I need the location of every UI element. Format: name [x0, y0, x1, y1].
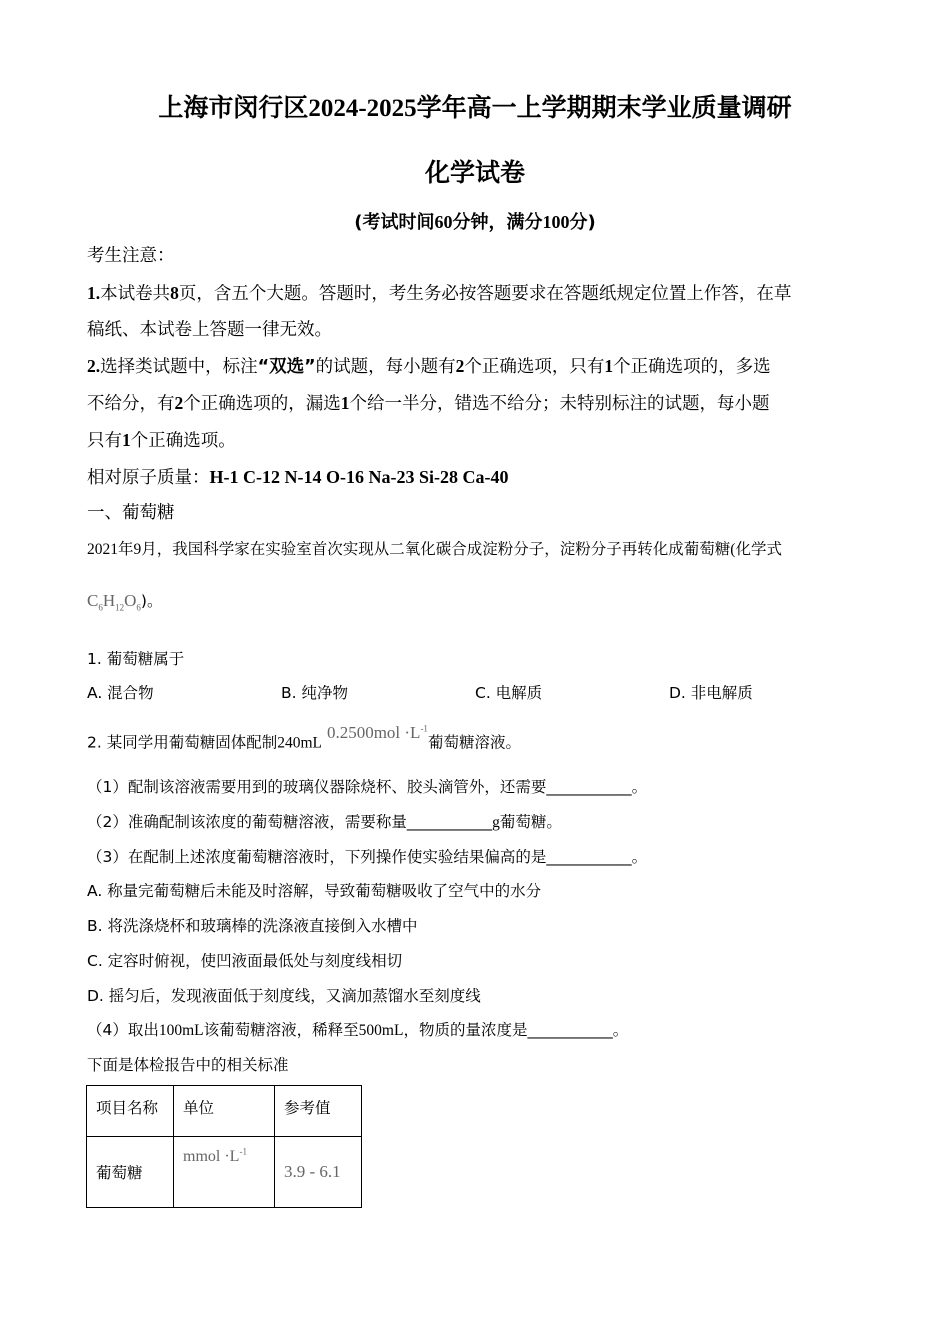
q2-option-b: B. 将洗涤烧杯和玻璃棒的洗涤液直接倒入水槽中 [87, 917, 418, 935]
q2-option-d: D. 摇匀后，发现液面低于刻度线，又滴加蒸馏水至刻度线 [87, 987, 481, 1005]
q2-option-a: A. 称量完葡萄糖后未能及时溶解，导致葡萄糖吸收了空气中的水分 [87, 882, 542, 900]
atomic-masses: 相对原子质量：H-1 C-12 N-14 O-16 Na-23 Si-28 Ca-40 [87, 467, 509, 488]
notice-2-cont1: 不给分，有2个正确选项的，漏选1个给一半分，错选不给分；未特别标注的试题，每小题 [87, 393, 770, 414]
notice-2-cont2: 只有1个正确选项。 [87, 430, 236, 451]
q1-stem: 1. 葡萄糖属于 [87, 650, 185, 668]
q1-option-d: D. 非电解质 [669, 684, 753, 702]
q1-option-a: A. 混合物 [87, 684, 154, 702]
q2-sub4: （4）取出100mL该葡萄糖溶液，稀释至500mL，物质的量浓度是___________。 [87, 1021, 629, 1039]
reference-table [86, 1085, 362, 1208]
q1-option-c: C. 电解质 [475, 684, 543, 702]
q2-sub2: （2）准确配制该浓度的葡萄糖溶液，需要称量___________g葡萄糖。 [87, 813, 562, 831]
notice-1-cont: 稿纸、本试卷上答题一律无效。 [87, 320, 332, 340]
table-intro: 下面是体检报告中的相关标准 [87, 1056, 289, 1074]
exam-title: 上海市闵行区2024-2025学年高一上学期期末学业质量调研 [158, 93, 792, 122]
table-cell-unit: mmol $\cdot L^{-1}$ [174, 1137, 275, 1208]
notice-2: 2.选择类试题中，标注“双选”的试题，每小题有2个正确选项，只有1个正确选项的，多选 [87, 356, 771, 377]
q2-concentration: $0.2500mol \cdot L^{-1}$ [326, 722, 428, 742]
section-1-heading: 一、葡萄糖 [87, 503, 175, 523]
exam-subtitle: 化学试卷 [424, 158, 525, 187]
table-header-row [87, 1086, 362, 1137]
glucose-formula-line: $C_6H_{12}O_6$)。 [87, 591, 163, 613]
table-cell-item: 葡萄糖 [87, 1137, 174, 1208]
glucose-formula: $C_6H_{12}O_6$ [87, 591, 141, 613]
notice-heading: 考生注意： [87, 246, 175, 266]
table-header-cell: 项目名称 [87, 1086, 174, 1137]
table-cell-range: 3.9 - 6.1 [275, 1137, 362, 1208]
table-header-cell: 参考值 [275, 1086, 362, 1137]
table-row [87, 1137, 362, 1208]
exam-info: (考试时间60分钟，满分100分) [354, 212, 596, 233]
notice-1: 1.本试卷共8页，含五个大题。答题时，考生务必按答题要求在答题纸规定位置上作答，在草 [87, 283, 792, 304]
q2-sub1: （1）配制该溶液需要用到的玻璃仪器除烧杯、胶头滴管外，还需要___________。 [87, 778, 648, 796]
q2-stem: 2. 某同学用葡萄糖固体配制240mL $0.2500mol \cdot L^{-1}$葡萄糖溶液。 [87, 722, 521, 752]
q1-option-b: B. 纯净物 [281, 684, 348, 702]
table-header-cell: 单位 [174, 1086, 275, 1137]
section-1-intro: 2021年9月，我国科学家在实验室首次实现从二氧化碳合成淀粉分子，淀粉分子再转化成葡萄糖(化学式 [87, 540, 782, 558]
q2-sub3: （3）在配制上述浓度葡萄糖溶液时，下列操作使实验结果偏高的是___________。 [87, 848, 648, 866]
q2-option-c: C. 定容时俯视，使凹液面最低处与刻度线相切 [87, 952, 403, 970]
